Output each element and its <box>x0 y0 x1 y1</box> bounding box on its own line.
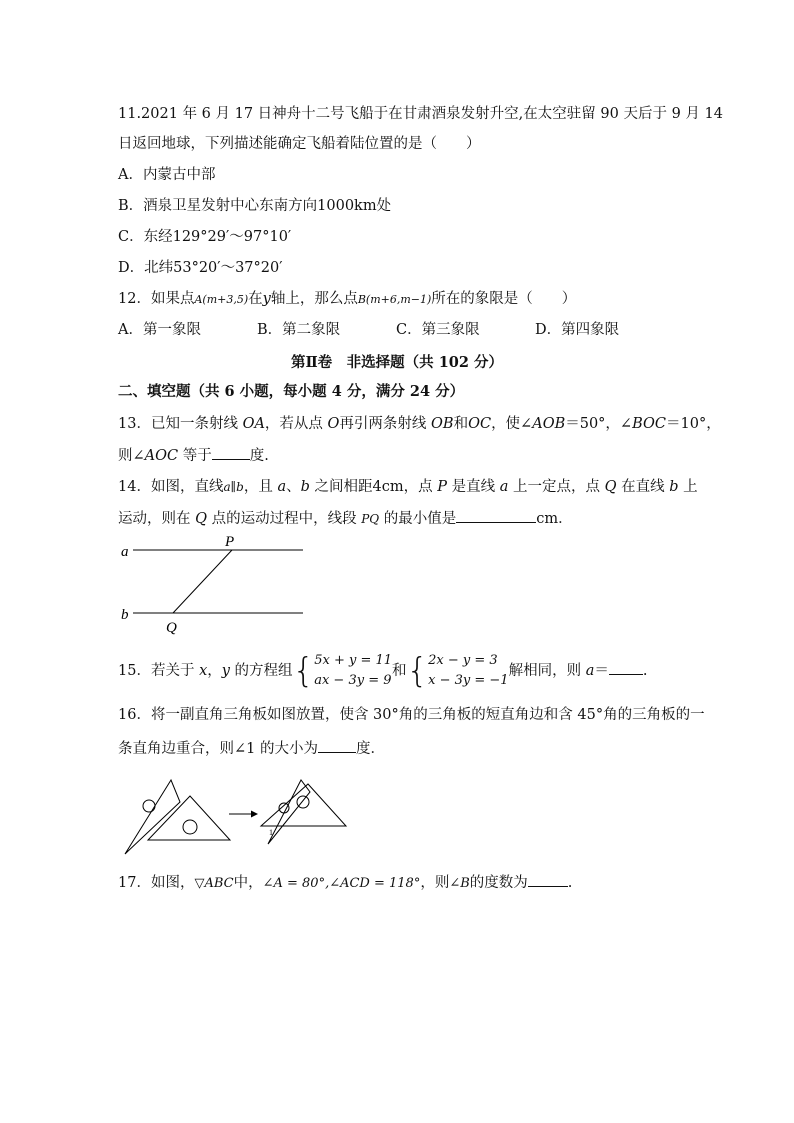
q15-y: y <box>221 663 230 679</box>
label-q: Q <box>166 620 177 636</box>
q13-text: ＝10°， <box>666 416 721 432</box>
q11-option-a: A．内蒙古中部 <box>118 167 216 183</box>
q14-answer-blank[interactable] <box>456 508 536 523</box>
q14-text: 、 <box>286 479 301 495</box>
q14-a: a <box>499 479 509 495</box>
system2-eq1: 2x − y = 3 <box>428 653 498 668</box>
system-2 <box>428 651 508 691</box>
system1-eq1: 5x + y = 11 <box>314 653 393 668</box>
q16-text: 条直角边重合，则∠1 的大小为 <box>118 741 318 757</box>
q13-o: O <box>327 416 340 432</box>
triangle-30-60 <box>125 780 180 854</box>
q14-line1 <box>118 477 698 497</box>
q12-suffix: 所在的象限是（ ） <box>431 291 577 307</box>
q15-text: 的方程组 <box>229 663 293 679</box>
q12-option-a: A．第一象限 <box>118 322 201 338</box>
q12-point-a: A(m+3,5) <box>194 293 249 306</box>
arrow-icon <box>251 811 258 818</box>
q14-line2 <box>118 508 573 529</box>
q16-text: 度． <box>355 741 385 757</box>
q17-text: ，则 <box>420 875 450 891</box>
q13-text: 度. <box>249 448 269 464</box>
q15-line <box>118 650 647 692</box>
triangle-hole <box>297 796 309 808</box>
q16-line2 <box>118 738 385 759</box>
q14-text: 14．如图，直线 <box>118 479 224 495</box>
q13-ob: OB <box>431 416 454 432</box>
q13-text: ，使∠ <box>491 416 533 432</box>
q17-triangle: ▽ABC <box>194 876 234 891</box>
q11-stem-line1: 11.2021 年 6 月 17 日神舟十二号飞船于在甘肃酒泉发射升空,在太空驻留 90 天后于 9 月 14 <box>118 106 723 122</box>
q17-text: 17．如图， <box>118 875 195 891</box>
left-brace-1: { <box>292 651 315 691</box>
q12-prefix: 12．如果点 <box>118 291 195 307</box>
q17-answer-blank[interactable] <box>528 872 568 887</box>
angle-1-label: 1 <box>269 828 273 837</box>
triangle-hole <box>183 820 197 834</box>
q13-boc: BOC <box>632 416 667 432</box>
combined-triangle-30-60 <box>268 780 310 844</box>
q13-oc: OC <box>468 416 492 432</box>
q15-text: . <box>642 663 648 679</box>
q13-oa: OA <box>242 416 265 432</box>
q17-text: . <box>567 875 573 891</box>
label-a: a <box>121 544 129 560</box>
combined-triangle-45 <box>261 784 346 826</box>
q15-x: x <box>199 663 208 679</box>
q16-figure <box>118 772 358 862</box>
q11-option-d: D．北纬53°20′～37°20′ <box>118 260 283 276</box>
part2-heading: 二、填空题（共 6 小题，每小题 4 分，满分 24 分） <box>118 383 465 400</box>
q14-text: cm． <box>536 511 573 527</box>
left-brace-2: { <box>406 651 429 691</box>
q12-option-b: B．第二象限 <box>257 322 341 338</box>
q15-text: ， <box>207 663 222 679</box>
system2-eq2: x − 3y = −1 <box>428 673 509 688</box>
q11-option-b: B．酒泉卫星发射中心东南方向1000km处 <box>118 198 392 214</box>
q14-text: ，且 <box>243 479 278 495</box>
q13-text: 和 <box>453 416 469 432</box>
q14-text: 上一定点，点 <box>508 479 605 495</box>
q11-stem-line2: 日返回地球，下列描述能确定飞船着陆位置的是（ ） <box>118 136 481 152</box>
segment-pq <box>173 550 232 613</box>
q14-figure <box>115 532 315 637</box>
q15-text: 解相同，则 <box>508 663 586 679</box>
q14-pq: PQ <box>361 512 380 526</box>
q14-text: 上 <box>678 479 698 495</box>
q13-line2 <box>118 445 269 466</box>
q13-answer-blank[interactable] <box>212 445 250 460</box>
q14-text: 在直线 <box>616 479 670 495</box>
q11-option-c: C．东经129°29′～97°10′ <box>118 229 292 245</box>
q12-option-c: C．第三象限 <box>396 322 480 338</box>
q14-text: 点的运动过程中，线段 <box>207 511 362 527</box>
triangle-hole <box>143 800 155 812</box>
q12-mid: 在 <box>248 291 263 307</box>
q13-text: ＝50°，∠ <box>565 416 633 432</box>
section-title: 第Ⅱ卷 非选择题（共 102 分） <box>290 354 504 371</box>
q14-q: Q <box>195 511 207 527</box>
q13-text: 13．已知一条射线 <box>118 416 243 432</box>
system-1 <box>314 651 392 691</box>
q15-a: a <box>585 663 595 679</box>
system1-eq2: ax − 3y = 9 <box>314 673 392 688</box>
q14-b: b <box>300 479 310 495</box>
q14-p: P <box>437 479 447 495</box>
q17-angles: ∠A = 80°,∠ACD = 118° <box>262 876 421 891</box>
q15-text: 和 <box>392 663 407 679</box>
q12-mid2: 轴上，那么点 <box>270 291 358 307</box>
q17-text: 中， <box>233 875 263 891</box>
triangle-45 <box>148 796 230 840</box>
q16-line1: 16．将一副直角三角板如图放置，使含 30°角的三角板的短直角边和含 45°角的三角板的一 <box>118 707 705 723</box>
q12-axis: y <box>262 291 271 307</box>
q13-line1 <box>118 414 721 434</box>
q16-answer-blank[interactable] <box>318 738 356 753</box>
q17-line <box>118 872 572 894</box>
q13-aoc: AOC <box>144 448 179 464</box>
q14-a-parallel-b: a∥b <box>223 480 244 494</box>
q14-b: b <box>669 479 679 495</box>
label-p: P <box>225 534 235 550</box>
q13-text: 再引两条射线 <box>339 416 432 432</box>
q14-text: 的最小值是 <box>379 511 457 527</box>
q14-text: 之间相距4cm，点 <box>309 479 438 495</box>
q12-point-b: B(m+6,m−1) <box>357 293 432 306</box>
q12-stem <box>118 289 576 310</box>
q14-q: Q <box>604 479 617 495</box>
q13-text: 则∠ <box>118 448 145 464</box>
q15-text: ＝ <box>594 663 609 679</box>
q14-text: 运动，则在 <box>118 511 196 527</box>
q15-text: 15．若关于 <box>118 663 200 679</box>
q15-answer-blank[interactable] <box>609 660 643 675</box>
q14-text: 是直线 <box>447 479 500 495</box>
q12-option-d: D．第四象限 <box>535 322 620 338</box>
q17-angle-b: ∠B <box>449 876 470 891</box>
q13-text: 等于 <box>178 448 212 464</box>
label-b: b <box>121 607 129 623</box>
q14-a: a <box>277 479 287 495</box>
q13-text: ，若从点 <box>264 416 328 432</box>
q17-text: 的度数为 <box>469 875 528 891</box>
q13-aob: AOB <box>532 416 566 432</box>
